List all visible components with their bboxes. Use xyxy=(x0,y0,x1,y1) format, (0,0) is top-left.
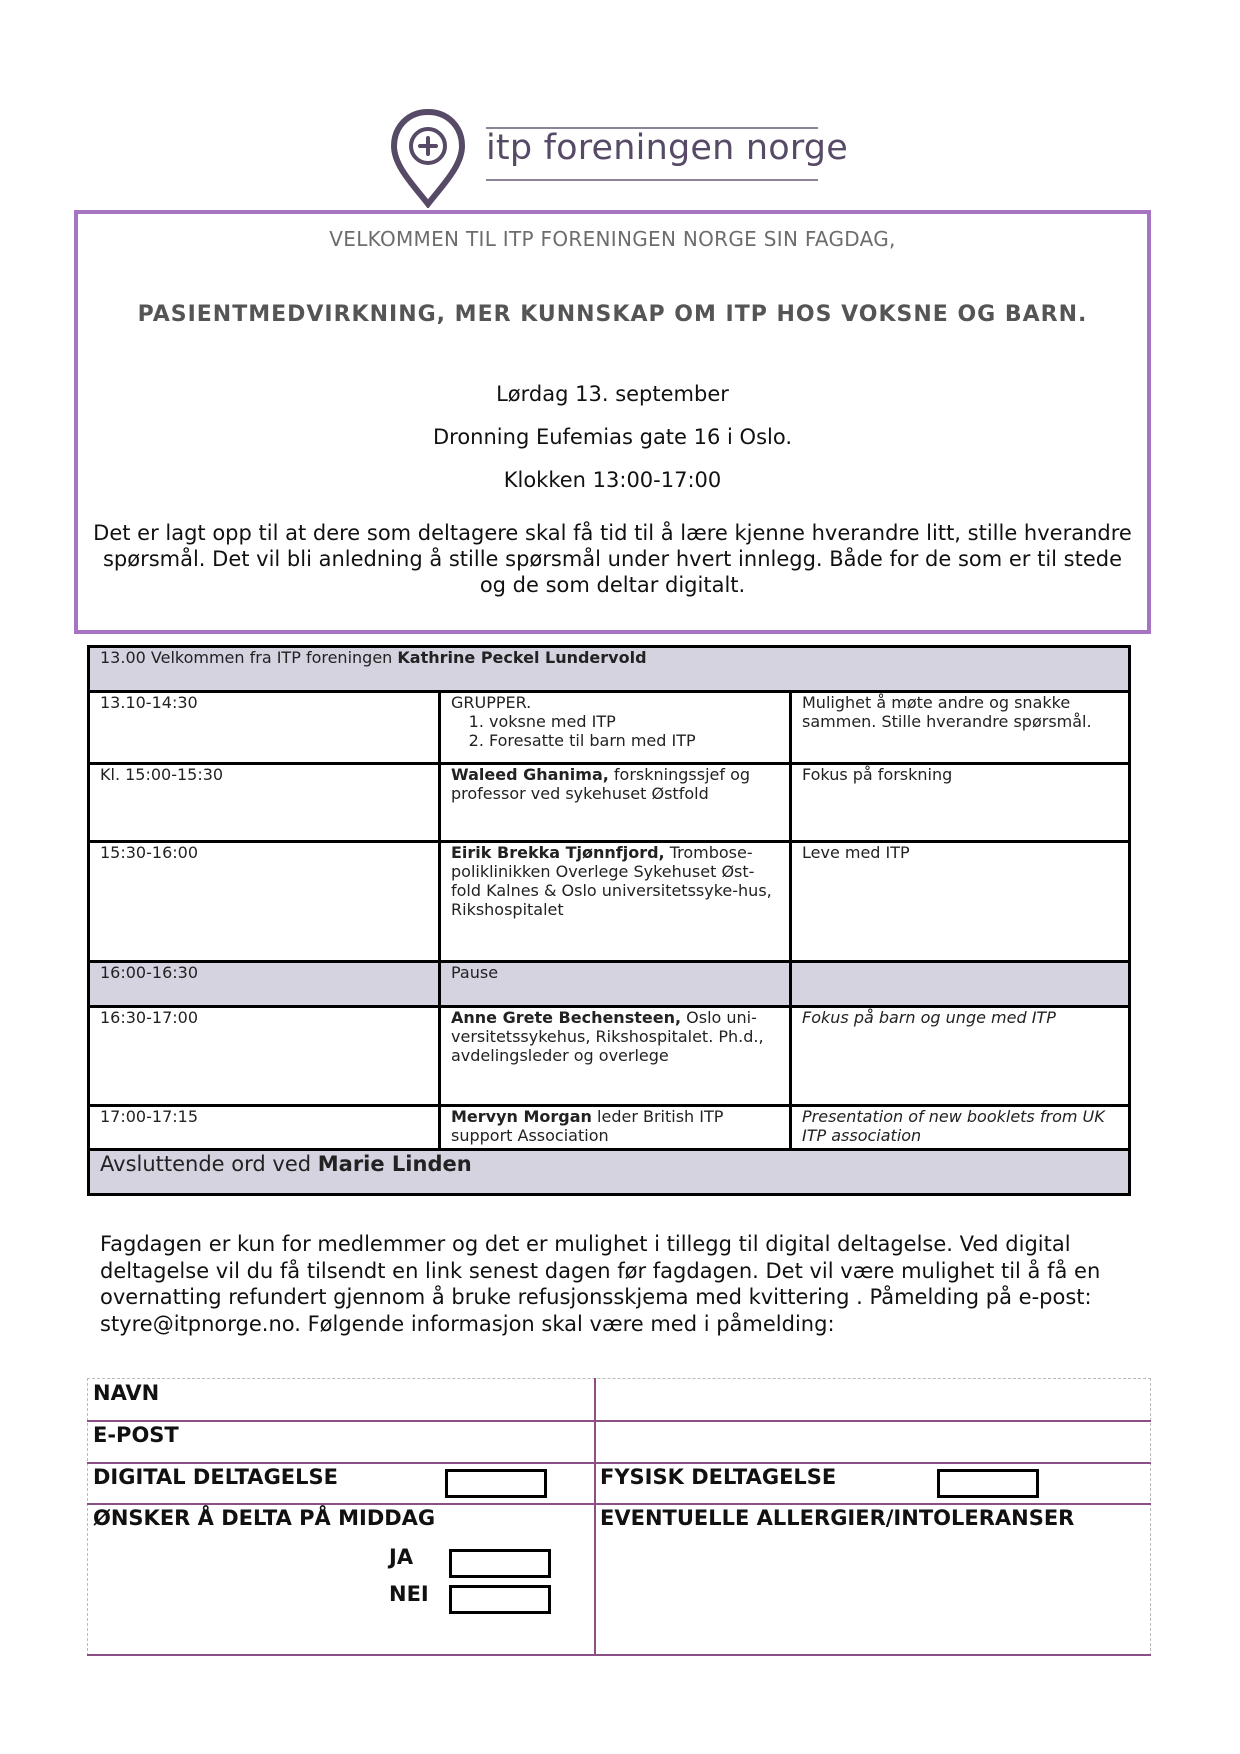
topic-cell: Leve med ITP xyxy=(791,842,1130,962)
welcome-cell xyxy=(89,647,1130,692)
form-row-line xyxy=(87,1654,1151,1656)
registration-info: Fagdagen er kun for medlemmer og det er mulighet i tillegg til digital deltagelse. Ved digital deltagelse vil du få tilsendt en link senest dagen før fagdagen. Det vil være mulighet til å få en overnatting refundert gjennom å bruke refusjonsskjema med kvittering . Påmelding på e-post: styre@itpnorge.no. Følgende informasjon skal være med i påmelding: xyxy=(100,1232,1101,1336)
table-row xyxy=(89,647,1130,692)
registration-form xyxy=(87,1378,1151,1656)
closing-cell xyxy=(89,1150,1130,1195)
digital-label: DIGITAL DELTAGELSE xyxy=(93,1465,338,1489)
form-row-line xyxy=(87,1462,1151,1464)
topic-cell: Mulighet å møte andre og snakke sammen. Stille hverandre spørsmål. xyxy=(791,692,1130,764)
speaker-details: Trombose-poliklinikken Overlege Sykehuset Øst-fold Kalnes & Oslo universitetssyke-hus, Rikshospitalet xyxy=(451,843,772,919)
no-label: NEI xyxy=(389,1582,429,1606)
logo-bottom-rule xyxy=(486,179,818,181)
speaker-name: Kathrine Peckel Lundervold xyxy=(397,648,647,667)
dinner-label: ØNSKER Å DELTA PÅ MIDDAG xyxy=(93,1506,436,1530)
time-cell: 16:00-16:30 xyxy=(89,962,440,1007)
speaker-name: Mervyn Morgan xyxy=(451,1107,592,1126)
event-time: Klokken 13:00-17:00 xyxy=(503,468,722,492)
speaker-cell xyxy=(440,1007,791,1106)
time-cell: 17:00-17:15 xyxy=(89,1106,440,1150)
group-list xyxy=(451,712,779,750)
speaker-details: leder British ITP support Association xyxy=(451,1107,724,1145)
speaker-details: forskningssjef og professor ved sykehuset Østfold xyxy=(451,765,751,803)
welcome-text: 13.00 Velkommen fra ITP foreningen xyxy=(100,648,398,667)
topic-cell: Fokus på barn og unge med ITP xyxy=(791,1007,1130,1106)
speaker-cell xyxy=(440,1106,791,1150)
physical-label: FYSISK DELTAGELSE xyxy=(600,1465,837,1489)
pause-cell: Pause xyxy=(440,962,791,1007)
event-address: Dronning Eufemias gate 16 i Oslo. xyxy=(432,425,793,449)
yes-label: JA xyxy=(389,1545,414,1569)
digital-checkbox[interactable] xyxy=(445,1469,547,1498)
table-row xyxy=(89,692,1130,764)
speaker-name: Marie Linden xyxy=(317,1152,472,1176)
time-cell: Kl. 15:00-15:30 xyxy=(89,764,440,842)
physical-checkbox[interactable] xyxy=(937,1469,1039,1498)
no-checkbox[interactable] xyxy=(449,1585,551,1614)
table-row xyxy=(89,1150,1130,1195)
form-top-border xyxy=(87,1378,1151,1379)
program-table xyxy=(87,645,1131,1196)
allergies-label: EVENTUELLE ALLERGIER/INTOLERANSER xyxy=(600,1506,1075,1530)
event-date: Lørdag 13. september xyxy=(496,382,729,406)
event-title: PASIENTMEDVIRKNING, MER KUNNSKAP OM ITP HOS VOKSNE OG BARN. xyxy=(137,302,1088,327)
closing-text: Avsluttende ord ved xyxy=(100,1152,318,1176)
session-cell xyxy=(440,692,791,764)
table-row xyxy=(89,1106,1130,1150)
table-row xyxy=(89,764,1130,842)
logo-text: itp foreningen norge xyxy=(486,128,848,168)
logo xyxy=(390,108,848,208)
table-row xyxy=(89,962,1130,1007)
table-row xyxy=(89,842,1130,962)
speaker-name: Anne Grete Bechensteen, xyxy=(451,1008,682,1027)
speaker-name: Waleed Ghanima, xyxy=(451,765,609,784)
table-row xyxy=(89,1007,1130,1106)
welcome-heading: VELKOMMEN TIL ITP FORENINGEN NORGE SIN FAGDAG, xyxy=(329,227,896,251)
empty-cell xyxy=(791,962,1130,1007)
speaker-name: Eirik Brekka Tjønnfjord, xyxy=(451,843,665,862)
email-label: E-POST xyxy=(93,1423,179,1447)
map-pin-plus-icon xyxy=(390,108,466,208)
speaker-details: Oslo uni-versitetssykehus, Rikshospitalet. Ph.d., avdelingsleder og overlege xyxy=(451,1008,764,1065)
speaker-cell xyxy=(440,842,791,962)
name-label: NAVN xyxy=(93,1381,160,1405)
welcome-box xyxy=(74,210,1151,634)
time-cell: 13.10-14:30 xyxy=(89,692,440,764)
list-item: 1. voksne med ITP xyxy=(489,712,779,731)
form-row-line xyxy=(87,1420,1151,1422)
session-heading: GRUPPER. xyxy=(451,693,532,712)
time-cell: 15:30-16:00 xyxy=(89,842,440,962)
topic-cell: Fokus på forskning xyxy=(791,764,1130,842)
topic-cell: Presentation of new booklets from UK ITP association xyxy=(791,1106,1130,1150)
list-item: 2. Foresatte til barn med ITP xyxy=(489,731,779,750)
time-cell: 16:30-17:00 xyxy=(89,1007,440,1106)
yes-checkbox[interactable] xyxy=(449,1549,551,1578)
form-row-line xyxy=(87,1503,1151,1505)
speaker-cell xyxy=(440,764,791,842)
event-intro: Det er lagt opp til at dere som deltagere skal få tid til å lære kjenne hverandre litt, stille hverandre spørsmål. Det vil bli anledning å stille spørsmål under hvert innlegg. Både for de som er til stede og de som deltar digitalt. xyxy=(93,521,1132,597)
